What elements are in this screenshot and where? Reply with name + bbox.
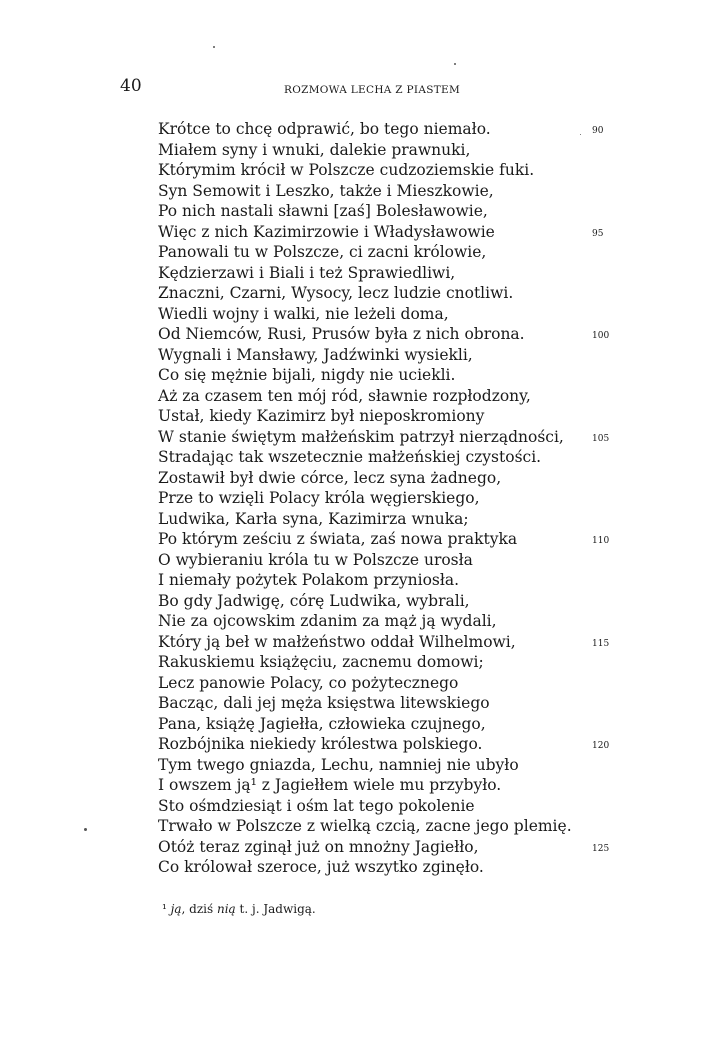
footnote-middle: , dziś — [181, 902, 214, 916]
verse-line: Po nich nastali sławni [zaś] Bolesławowie, — [158, 202, 488, 220]
verse-line: Sto ośmdziesiąt i ośm lat tego pokolenie — [158, 796, 475, 815]
verse-line: Syn Semowit i Leszko, także i Mieszkowie, — [158, 181, 494, 200]
verse-line: Ludwika, Karła syna, Kazimirza wnuka; — [158, 509, 469, 528]
running-head: ROZMOWA LECHA Z PIASTEM — [284, 84, 461, 96]
verse-line: Miałem syny i wnuki, dalekie prawnuki, — [158, 140, 471, 159]
verse-line: Co się mężnie bijali, nigdy nie uciekli. — [158, 366, 456, 384]
footnote — [162, 902, 316, 916]
verse-line: Co królował szeroce, już wszytko zginęło. — [158, 858, 484, 876]
verse-line: Aż za czasem ten mój ród, sławnie rozpłodzony, — [158, 386, 531, 405]
verse-line: Tym twego gniazda, Lechu, namniej nie ubyło — [158, 755, 519, 774]
verse-line: I niemały pożytek Polakom przyniosła. — [158, 571, 460, 589]
footnote-term: ją — [170, 902, 182, 916]
verse-line: Od Niemców, Rusi, Prusów była z nich obrona. — [158, 325, 525, 343]
line-number: 100 — [592, 331, 610, 341]
verse-line: Znaczni, Czarni, Wysocy, lecz ludzie cnotliwi. — [158, 284, 514, 302]
verse-line: Ustał, kiedy Kazimirz był nieposkromiony — [158, 407, 485, 425]
footnote-text: t. j. Jadwigą. — [235, 902, 316, 916]
page-number: 40 — [120, 76, 142, 96]
footnote-term2: nią — [216, 902, 236, 916]
line-number: 120 — [592, 741, 610, 751]
line-number: 115 — [592, 638, 610, 649]
verse-line: Rakuskiemu książęciu, zacnemu domowi; — [158, 653, 484, 671]
verse-line: Stradając tak wszetecznie małżeńskiej czystości. — [158, 448, 542, 466]
ink-speck — [454, 63, 456, 65]
ink-speck — [580, 134, 581, 135]
verse-line: Bacząc, dali jej męża księstwa litewskiego — [158, 694, 490, 712]
verse-line: Więc z nich Kazimirzowie i Władysławowie — [158, 222, 495, 241]
verse-line: Prze to wzięli Polacy króla węgierskiego, — [158, 489, 480, 507]
verse-line: Krótce to chcę odprawić, bo tego niemało. — [158, 120, 491, 138]
line-number: 110 — [592, 536, 610, 546]
verse-line: Pana, książę Jagiełła, człowieka czujnego, — [158, 714, 486, 733]
footnote-marker: ¹ — [162, 902, 167, 916]
line-number: 105 — [592, 433, 610, 444]
verse-line: Nie za ojcowskim zdanim za mąż ją wydali, — [158, 612, 497, 630]
ink-speck — [84, 828, 87, 831]
verse-line: Którymim krócił w Polszcze cudzoziemskie fuki. — [158, 161, 535, 179]
verse-line: I owszem ją¹ z Jagiełłem wiele mu przybyło. — [158, 776, 502, 794]
verse-line: Wygnali i Mansławy, Jadźwinki wysiekli, — [158, 345, 473, 364]
verse-line: Zostawił był dwie córce, lecz syna żadnego, — [158, 468, 502, 487]
line-number: 95 — [592, 228, 604, 239]
verse-line: Rozbójnika niekiedy królestwa polskiego. — [158, 735, 483, 753]
verse-line: O wybieraniu króla tu w Polszcze urosła — [158, 550, 473, 569]
verse-line: Otóż teraz zginął już on mnożny Jagiełło, — [158, 837, 479, 856]
verse-line: Wiedli wojny i walki, nie leżeli doma, — [158, 304, 449, 323]
verse-line: Panowali tu w Polszcze, ci zacni królowie, — [158, 243, 487, 261]
ink-speck — [213, 46, 215, 48]
line-number: 125 — [592, 843, 610, 854]
verse-line: Kędzierzawi i Biali i też Sprawiedliwi, — [158, 263, 456, 282]
verse-line: W stanie świętym małżeńskim patrzył nierządności, — [158, 427, 564, 446]
verse-line: Po którym ześciu z świata, zaś nowa praktyka — [158, 530, 518, 548]
verse-line: Lecz panowie Polacy, co pożytecznego — [158, 673, 459, 692]
line-number: 90 — [592, 126, 604, 136]
verse-line: Bo gdy Jadwigę, córę Ludwika, wybrali, — [158, 591, 470, 610]
verse-line: Który ją beł w małżeństwo oddał Wilhelmowi, — [158, 632, 516, 651]
verse-line: Trwało w Polszcze z wielką czcią, zacne jego plemię. — [158, 817, 572, 835]
